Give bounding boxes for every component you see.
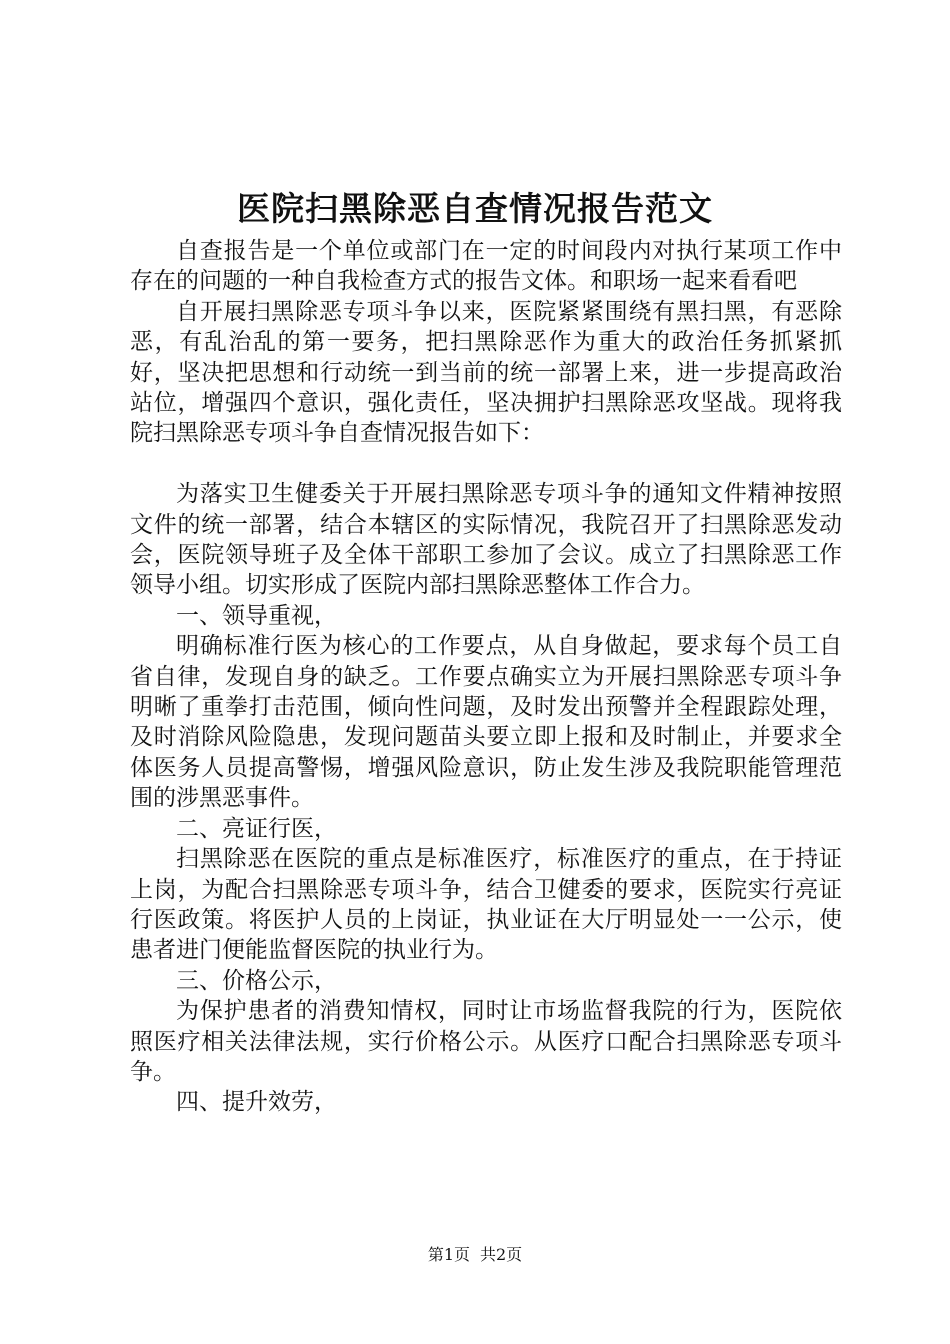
page-number: 第1页	[427, 1245, 470, 1264]
page-total: 共2页	[480, 1245, 523, 1264]
section-heading-3: 三、价格公示，	[176, 967, 337, 994]
paragraph-intro: 自查报告是一个单位或部门在一定的时间段内对执行某项工作中存在的问题的一种自我检查方式的报告文体。和职场一起来看看吧	[130, 238, 842, 295]
paragraph-section-3: 为保护患者的消费知情权，同时让市场监督我院的行为，医院依照医疗相关法律法规，实行价格公示。从医疗口配合扫黑除恶专项斗争。	[130, 998, 842, 1085]
paragraph-overview: 自开展扫黑除恶专项斗争以来，医院紧紧围绕有黑扫黑，有恶除恶，有乱治乱的第一要务，把扫黑除恶作为重大的政治任务抓紧抓好，坚决把思想和行动统一到当前的统一部署上来，进一步提高政治站位，增强四个意识，强化责任，坚决拥护扫黑除恶攻坚战。现将我院扫黑除恶专项斗争自查情况报告如下：	[130, 298, 842, 447]
section-heading-4: 四、提升效劳，	[176, 1089, 337, 1116]
page-footer	[0, 1244, 950, 1266]
blank-line	[130, 449, 842, 479]
paragraph-section-1: 明确标准行医为核心的工作要点，从自身做起，要求每个员工自省自律，发现自身的缺乏。工作要点确实立为开展扫黑除恶专项斗争明晰了重拳打击范围，倾向性问题，及时发出预警并全程跟踪处理，及时消除风险隐患，发现问题苗头要立即上报和及时制止，并要求全体医务人员提高警惕，增强风险意识，防止发生涉及我院职能管理范围的涉黑恶事件。	[130, 633, 842, 812]
document-body	[130, 236, 842, 1118]
paragraph-implementation: 为落实卫生健委关于开展扫黑除恶专项斗争的通知文件精神按照文件的统一部署，结合本辖区的实际情况，我院召开了扫黑除恶发动会，医院领导班子及全体干部职工参加了会议。成立了扫黑除恶工作领导小组。切实形成了医院内部扫黑除恶整体工作合力。	[130, 481, 842, 599]
section-heading-2: 二、亮证行医，	[176, 815, 337, 842]
section-heading-1: 一、领导重视，	[176, 602, 337, 629]
paragraph-section-2: 扫黑除恶在医院的重点是标准医疗，标准医疗的重点，在于持证上岗，为配合扫黑除恶专项斗争，结合卫健委的要求，医院实行亮证行医政策。将医护人员的上岗证，执业证在大厅明显处一一公示，使患者进门便能监督医院的执业行为。	[130, 846, 842, 964]
document-title: 医院扫黑除恶自查情况报告范文	[237, 189, 713, 228]
